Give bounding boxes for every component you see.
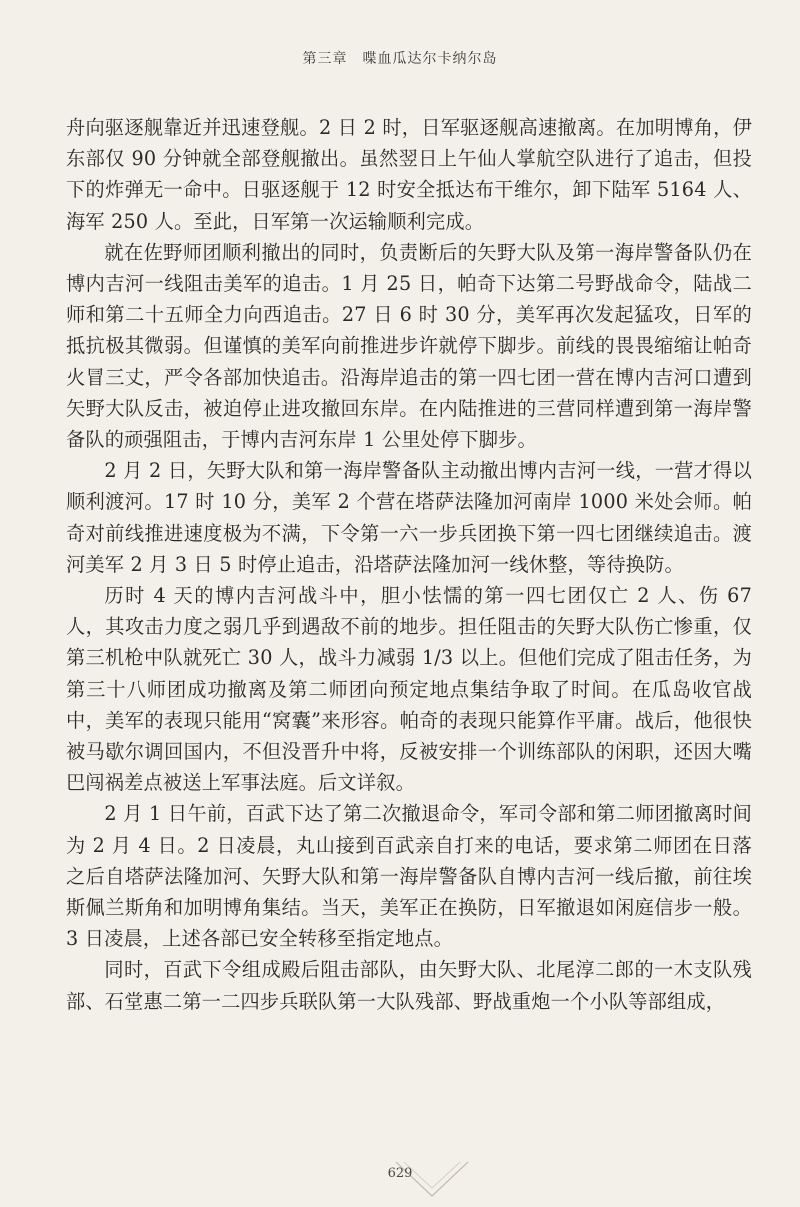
paragraph: 2 月 1 日午前，百武下达了第二次撤退命令，军司令部和第二师团撤离时间为 2 月 4 日。2 日凌晨，丸山接到百武亲自打来的电话，要求第二师团在日落之后自塔萨法隆加河、矢野大队和第一海岸警备队自博内吉河一线后撤，前往埃斯佩兰斯角和加明博角集结。当天，美军正在换防，日军撤退如闲庭信步一般。3 日凌晨，上述各部已安全转移至指定地点。 — [66, 802, 752, 951]
page-number: 629 — [387, 1166, 413, 1181]
paragraph: 历时 4 天的博内吉河战斗中，胆小怯懦的第一四七团仅亡 2 人、伤 67 人，其攻击力度之弱几乎到遇敌不前的地步。担任阻击的矢野大队伤亡惨重，仅第三机枪中队就死亡 30 人，战斗力减弱 1/3 以上。但他们完成了阻击任务，为第三十八师团成功撤离及第二师团向预定地点集结争取了时间。在瓜岛收官战中，美军的表现只能用“窝囊”来形容。帕奇的表现只能算作平庸。战后，他很快被马歇尔调回国内，不但没晋升中将，反被安排一个训练部队的闲职，还因大嘴巴闯祸差点被送上军事法庭。后文详叙。 — [66, 584, 752, 795]
paragraph: 舟向驱逐舰靠近并迅速登舰。2 日 2 时，日军驱逐舰高速撤离。在加明博角，伊东部仅 90 分钟就全部登舰撤出。虽然翌日上午仙人掌航空队进行了追击，但投下的炸弹无一命中。日驱逐舰于 12 时安全抵达布干维尔，卸下陆军 5164 人、海军 250 人。至此，日军第一次运输顺利完成。 — [66, 116, 752, 233]
running-header: 第三章 喋血瓜达尔卡纳尔岛 — [302, 51, 498, 67]
paragraph: 2 月 2 日，矢野大队和第一海岸警备队主动撤出博内吉河一线，一营才得以顺利渡河。17 时 10 分，美军 2 个营在塔萨法隆加河南岸 1000 米处会师。帕奇对前线推进速度极为不满，下令第一六一步兵团换下第一四七团继续追击。渡河美军 2 月 3 日 5 时停止追击，沿塔萨法隆加河一线休整，等待换防。 — [66, 459, 752, 576]
paragraph: 就在佐野师团顺利撤出的同时，负责断后的矢野大队及第一海岸警备队仍在博内吉河一线阻击美军的追击。1 月 25 日，帕奇下达第二号野战命令，陆战二师和第二十五师全力向西追击。27 日 6 时 30 分，美军再次发起猛攻，日军的抵抗极其微弱。但谨慎的美军向前推进步许就停下脚步。前线的畏畏缩缩让帕奇火冒三丈，严令各部加快追击。沿海岸追击的第一四七团一营在博内吉河口遭到矢野大队反击，被迫停止进攻撤回东岸。在内陆推进的三营同样遭到第一海岸警备队的顽强阻击，于博内吉河东岸 1 公里处停下脚步。 — [66, 240, 752, 452]
paragraph: 同时，百武下令组成殿后阻击部队，由矢野大队、北尾淳二郎的一木支队残部、石堂惠二第一二四步兵联队第一大队残部、野战重炮一个小队等部组成， — [66, 958, 752, 1013]
body-text — [66, 112, 752, 1017]
